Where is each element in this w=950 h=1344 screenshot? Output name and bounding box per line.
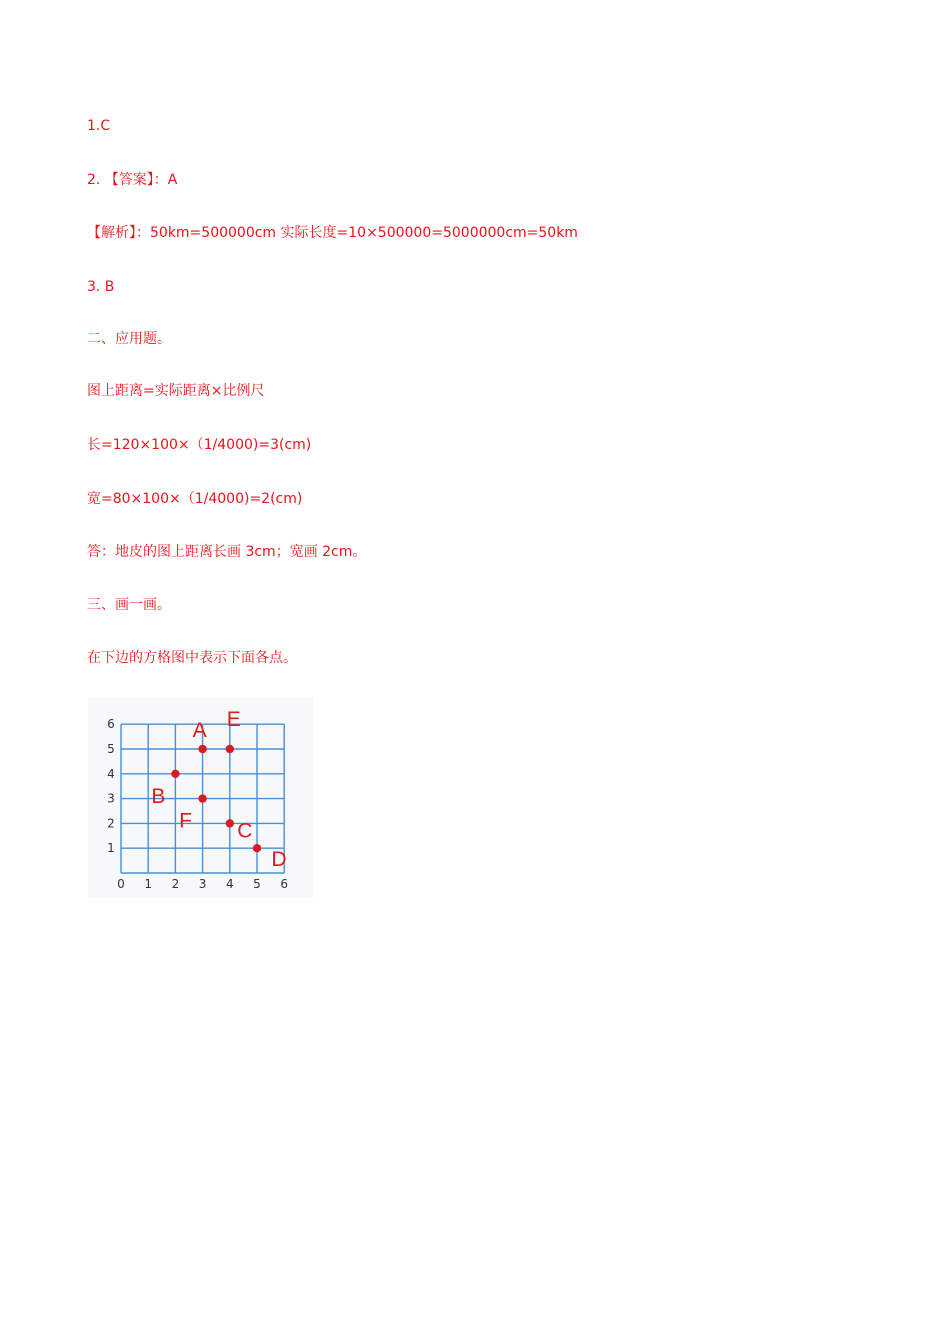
answer-3: 3. B	[87, 279, 115, 295]
width-calc: 宽=80×100×（1/4000)=2(cm)	[87, 491, 303, 507]
y-tick-label: 3	[107, 791, 115, 806]
section-2-heading: 二、应用题。	[87, 331, 171, 347]
length-calc: 长=120×100×（1/4000)=3(cm)	[87, 437, 312, 453]
x-tick-label: 2	[171, 877, 180, 891]
answer-2: 2. 【答案】：A	[87, 172, 178, 188]
coordinate-grid	[88, 698, 313, 898]
point-label-a: A	[192, 719, 207, 742]
conclusion: 答：地皮的图上距离长画 3cm；宽画 2cm。	[87, 544, 367, 560]
section-3-instruction: 在下边的方格图中表示下面各点。	[87, 650, 297, 666]
formula-line: 图上距离=实际距离×比例尺	[87, 383, 265, 399]
answer-2-analysis: 【解析】：50km=500000cm 实际长度=10×500000=5000000cm=50km	[87, 225, 578, 241]
y-tick-label: 4	[107, 766, 115, 781]
point-label-b: B	[151, 784, 166, 808]
point-label-e: E	[226, 708, 241, 731]
section-3-heading: 三、画一画。	[87, 597, 171, 613]
x-tick-label: 0	[117, 877, 125, 891]
point-f	[198, 794, 206, 802]
x-tick-label: 6	[280, 877, 289, 891]
x-tick-label: 1	[144, 877, 153, 891]
x-tick-label: 3	[198, 877, 207, 891]
answer-1: 1.C	[87, 118, 111, 134]
point-c	[226, 819, 234, 827]
x-tick-label: 4	[225, 877, 234, 891]
y-tick-label: 6	[107, 717, 115, 732]
point-label-c: C	[237, 819, 253, 843]
point-e	[226, 745, 234, 753]
x-tick-label: 5	[253, 877, 261, 891]
point-b	[171, 770, 179, 778]
point-label-d: D	[271, 848, 287, 872]
point-d	[253, 844, 261, 852]
coordinate-grid-figure	[88, 698, 313, 898]
y-tick-label: 5	[107, 742, 115, 756]
y-tick-label: 2	[107, 816, 115, 831]
point-a	[198, 745, 206, 753]
y-tick-label: 1	[107, 841, 115, 856]
point-label-f: F	[179, 809, 193, 833]
